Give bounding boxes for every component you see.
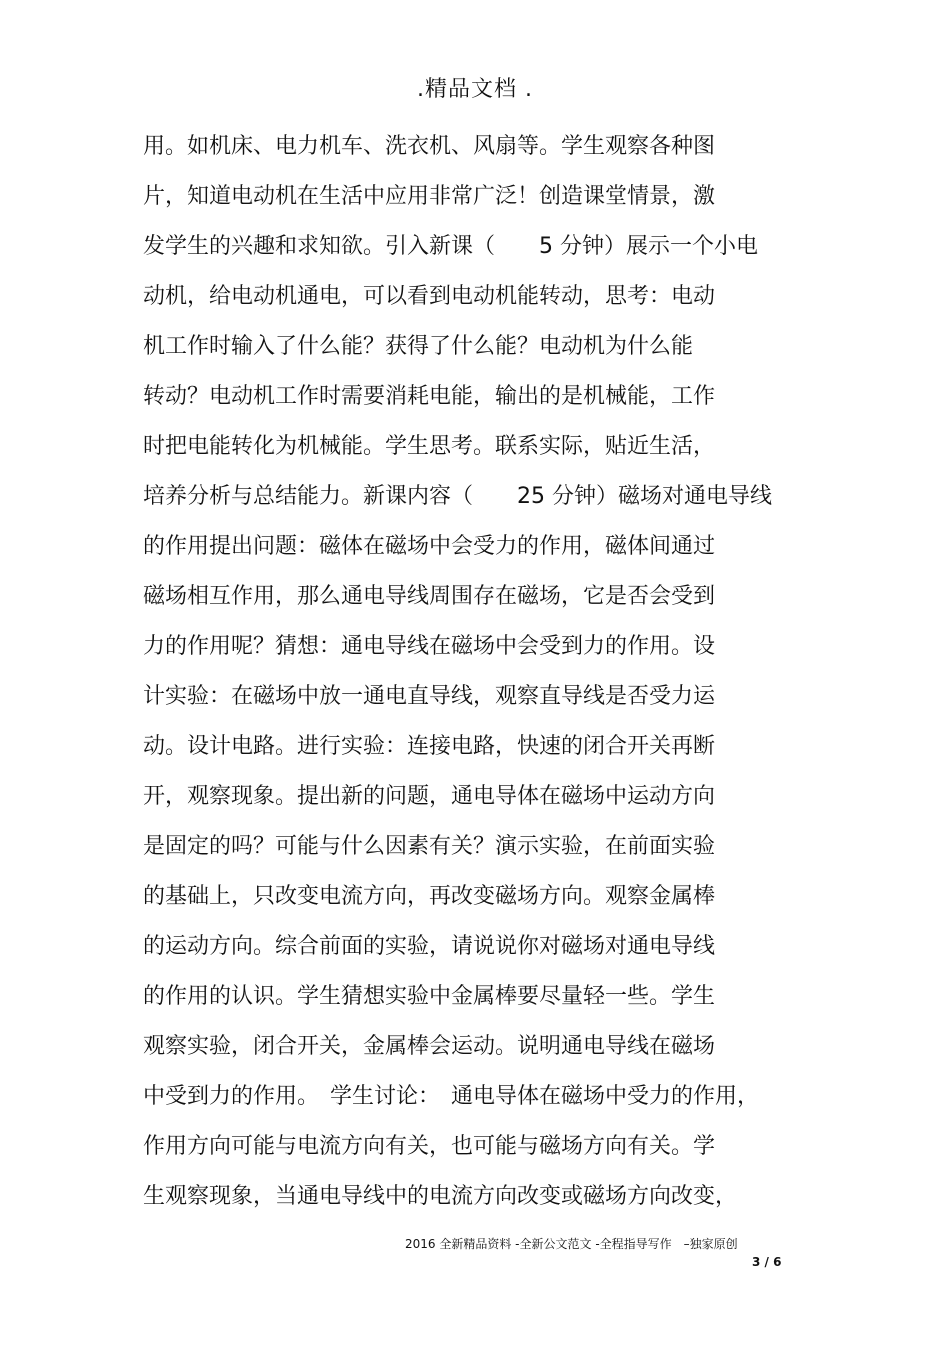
- page-number: 3 / 6: [752, 1255, 782, 1269]
- text-line: 机工作时输入了什么能？获得了什么能？电动机为什么能: [143, 334, 694, 359]
- text-line: 动机，给电动机通电，可以看到电动机能转动，思考：电动: [143, 284, 716, 309]
- text-line: 动。设计电路。进行实验：连接电路，快速的闭合开关再断: [143, 734, 716, 759]
- text-line: 的基础上，只改变电流方向，再改变磁场方向。观察金属棒: [143, 884, 716, 909]
- text-line: 开，观察现象。提出新的问题，通电导体在磁场中运动方向: [143, 784, 716, 809]
- text-line: 中受到力的作用。 学生讨论： 通电导体在磁场中受力的作用，: [143, 1084, 760, 1109]
- text-line: 生观察现象，当通电导线中的电流方向改变或磁场方向改变，: [143, 1184, 738, 1209]
- text-line: 发学生的兴趣和求知欲。引入新课（ 5 分钟）展示一个小电: [143, 234, 758, 259]
- text-line: 转动？电动机工作时需要消耗电能，输出的是机械能，工作: [143, 384, 716, 409]
- text-line: 时把电能转化为机械能。学生思考。联系实际，贴近生活，: [143, 434, 716, 459]
- body-text: [143, 122, 823, 1222]
- text-line: 是固定的吗？可能与什么因素有关？演示实验，在前面实验: [143, 834, 716, 859]
- text-line: 用。如机床、电力机车、洗衣机、风扇等。学生观察各种图: [143, 134, 716, 159]
- text-line: 观察实验，闭合开关，金属棒会运动。说明通电导线在磁场: [143, 1034, 716, 1059]
- text-line: 的作用的认识。学生猜想实验中金属棒要尽量轻一些。学生: [143, 984, 716, 1009]
- page-header: .精品文档 .: [417, 77, 533, 102]
- text-line: 计实验：在磁场中放一通电直导线，观察直导线是否受力运: [143, 684, 716, 709]
- text-line: 作用方向可能与电流方向有关，也可能与磁场方向有关。学: [143, 1134, 716, 1159]
- text-line: 的作用提出问题：磁体在磁场中会受力的作用，磁体间通过: [143, 534, 716, 559]
- text-line: 力的作用呢？猜想：通电导线在磁场中会受到力的作用。设: [143, 634, 716, 659]
- text-line: 的运动方向。综合前面的实验，请说说你对磁场对通电导线: [143, 934, 716, 959]
- text-line: 片，知道电动机在生活中应用非常广泛！创造课堂情景，激: [143, 184, 716, 209]
- text-line: 培养分析与总结能力。新课内容（ 25 分钟）磁场对通电导线: [143, 484, 772, 509]
- text-line: 磁场相互作用，那么通电导线周围存在磁场，它是否会受到: [143, 584, 716, 609]
- footer-note: 2016 全新精品资料 -全新公文范文 -全程指导写作 –独家原创: [405, 1237, 738, 1251]
